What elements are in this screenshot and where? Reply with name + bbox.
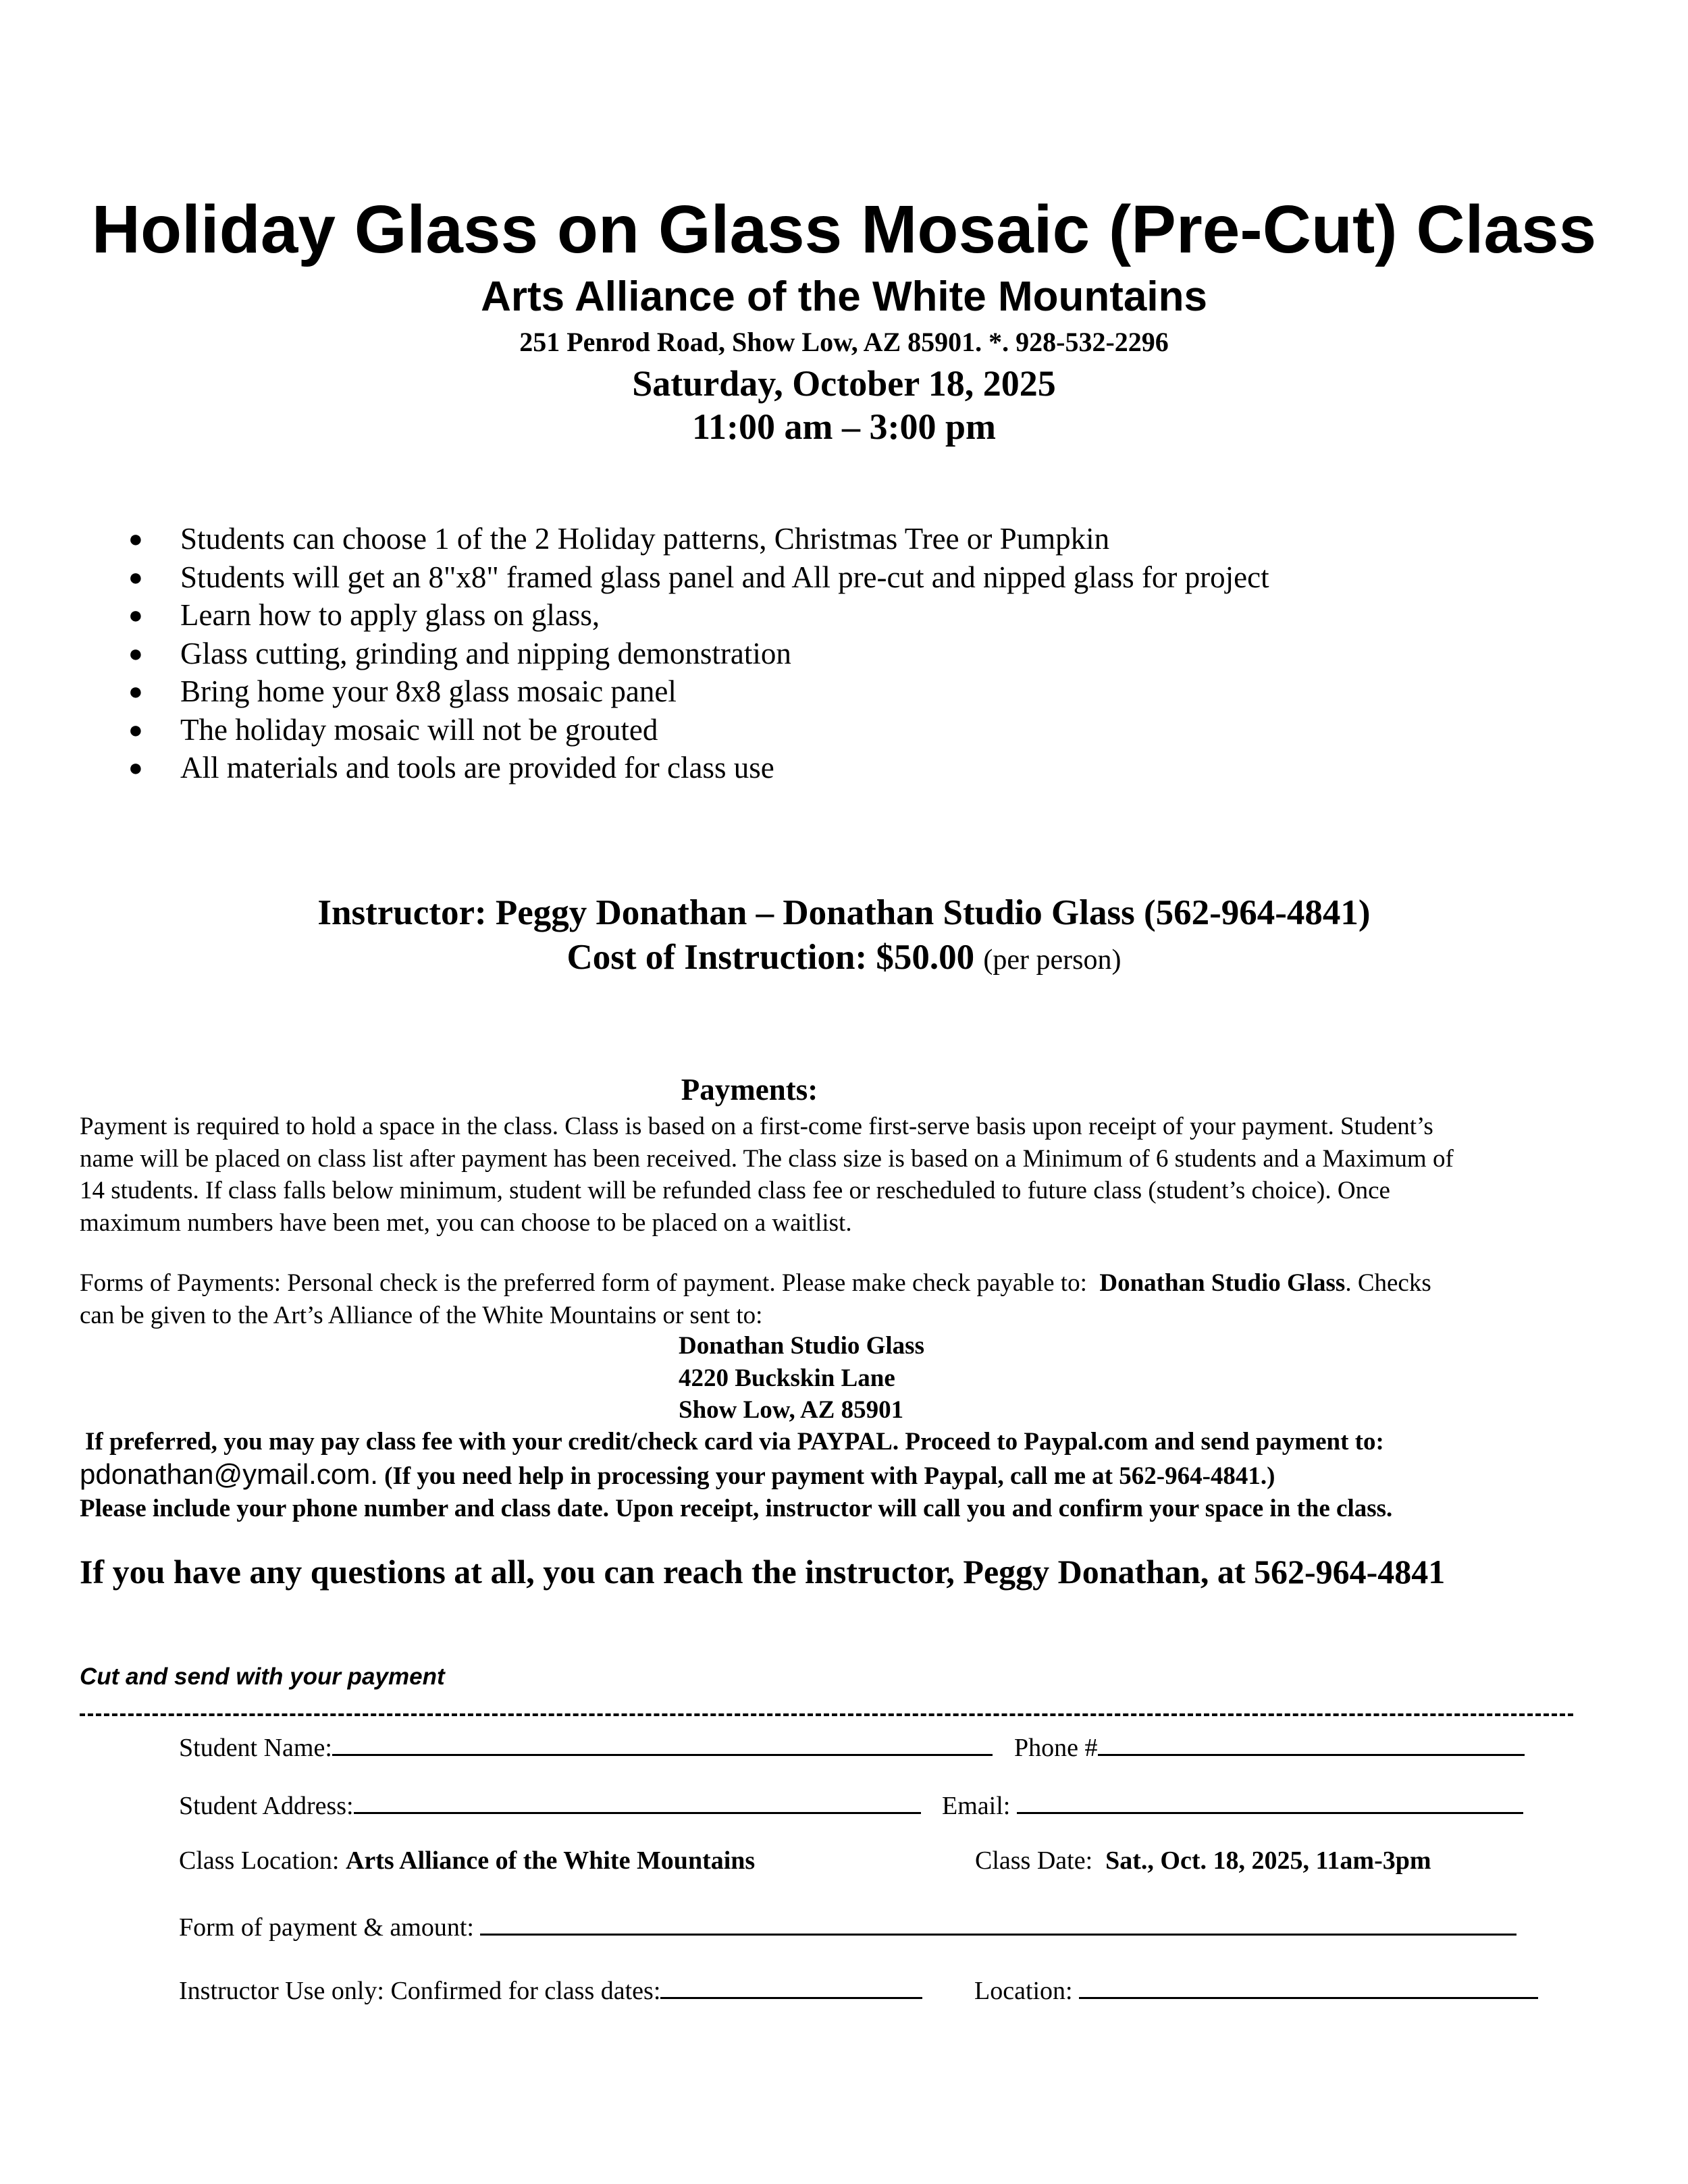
location2-field[interactable] — [1079, 1971, 1538, 1999]
class-date-row — [975, 1844, 1431, 1877]
paragraph-line: pdonathan@ymail.com. (If you need help in processing your payment with Paypal, call me at 562-964-4841.) — [80, 1458, 1275, 1490]
location2-label: Location: — [974, 1977, 1073, 2005]
cut-label: Cut and send with your payment — [80, 1663, 445, 1690]
student-address-row — [179, 1786, 921, 1822]
paragraph-line: name will be placed on class list after payment has been received. The class size is based on a Minimum of 6 students and a Maximum of — [80, 1144, 1454, 1173]
list-item: ● Learn how to apply glass on glass, — [128, 596, 1269, 635]
phone-label: Phone # — [1014, 1734, 1098, 1762]
list-item: ● All materials and tools are provided for class use — [128, 749, 1269, 787]
student-address-label: Student Address: — [179, 1792, 354, 1820]
student-address-field[interactable] — [354, 1786, 921, 1814]
class-location-row — [179, 1844, 755, 1877]
paragraph-line: Forms of Payments: Personal check is the preferred form of payment. Please make check payable to: Donathan Studio Glass. Checks — [80, 1269, 1431, 1297]
payee-name: Donathan Studio Glass — [1099, 1269, 1346, 1297]
student-name-row — [179, 1728, 993, 1764]
email-row — [942, 1786, 1523, 1822]
class-location-value: Arts Alliance of the White Mountains — [345, 1846, 756, 1875]
bullet-icon: ● — [128, 602, 143, 629]
class-date-label: Class Date: — [975, 1846, 1093, 1875]
confirmed-dates-field[interactable] — [660, 1971, 922, 1999]
student-name-label: Student Name: — [179, 1734, 332, 1762]
list-item: ● Bring home your 8x8 glass mosaic panel — [128, 672, 1269, 711]
paypal-instructions — [80, 1426, 1392, 1525]
bullet-icon: ● — [128, 678, 143, 705]
phone-field[interactable] — [1098, 1728, 1525, 1756]
bullet-icon: ● — [128, 563, 143, 591]
list-item: ● The holiday mosaic will not be grouted — [128, 711, 1269, 749]
paragraph-line: Payment is required to hold a space in the class. Class is based on a first-come first-serve basis upon receipt of your payment. Student’s — [80, 1113, 1433, 1140]
event-date: Saturday, October 18, 2025 — [632, 363, 1056, 404]
paragraph-line: can be given to the Art’s Alliance of the White Mountains or sent to: — [80, 1301, 763, 1329]
payment-forms-paragraph — [80, 1267, 1431, 1331]
bullet-icon: ● — [128, 639, 143, 667]
event-time: 11:00 am – 3:00 pm — [692, 406, 996, 447]
phone-row — [1014, 1728, 1525, 1764]
class-location-label: Class Location: — [179, 1846, 340, 1875]
paragraph-line: maximum numbers have been met, you can choose to be placed on a waitlist. — [80, 1208, 852, 1237]
payment-amount-field[interactable] — [480, 1908, 1516, 1936]
class-features-list — [128, 520, 1269, 787]
bullet-icon: ● — [128, 716, 143, 743]
email-label: Email: — [942, 1792, 1011, 1820]
cost-note: (per person) — [983, 944, 1122, 976]
mailing-address — [679, 1330, 924, 1427]
instructor-use-label: Instructor Use only: Confirmed for class dates: — [179, 1977, 661, 2005]
payment-amount-row — [179, 1908, 1516, 1944]
list-item: ● Students can choose 1 of the 2 Holiday patterns, Christmas Tree or Pumpkin — [128, 520, 1269, 558]
paypal-email: pdonathan@ymail.com. — [80, 1458, 378, 1490]
cost-line — [0, 936, 1688, 982]
student-name-field[interactable] — [332, 1728, 993, 1756]
email-field[interactable] — [1017, 1786, 1523, 1814]
mail-name: Donathan Studio Glass — [679, 1332, 924, 1360]
payment-policy-paragraph — [80, 1111, 1454, 1239]
mail-street: 4220 Buckskin Lane — [679, 1364, 895, 1392]
payment-amount-label: Form of payment & amount: — [179, 1913, 474, 1942]
instructor-use-row — [179, 1971, 922, 2007]
mail-city: Show Low, AZ 85901 — [679, 1396, 904, 1424]
cut-line-divider — [80, 1713, 1573, 1716]
bullet-icon: ● — [128, 525, 143, 552]
location2-row — [974, 1971, 1538, 2007]
list-item: ● Students will get an 8"x8" framed glass panel and All pre-cut and nipped glass for project — [128, 558, 1269, 597]
instructor-line: Instructor: Peggy Donathan – Donathan Studio Glass (562-964-4841) — [317, 893, 1371, 932]
list-item: ● Glass cutting, grinding and nipping demonstration — [128, 635, 1269, 673]
page-title: Holiday Glass on Glass Mosaic (Pre-Cut) Class — [91, 192, 1597, 267]
venue-address: 251 Penrod Road, Show Low, AZ 85901. *. 928-532-2296 — [519, 327, 1169, 357]
paragraph-line: If preferred, you may pay class fee with your credit/check card via PAYPAL. Proceed to Paypal.com and send payment to: — [85, 1428, 1384, 1456]
paragraph-line: Please include your phone number and class date. Upon receipt, instructor will call you and confirm your space in the class. — [80, 1495, 1393, 1522]
contact-questions: If you have any questions at all, you can reach the instructor, Peggy Donathan, at 562-964-4841 — [80, 1553, 1446, 1591]
bullet-icon: ● — [128, 754, 143, 781]
class-date-value: Sat., Oct. 18, 2025, 11am-3pm — [1105, 1846, 1431, 1875]
cost-label: Cost of Instruction: $50.00 — [566, 938, 975, 977]
payments-heading: Payments: — [681, 1073, 818, 1107]
organization-name: Arts Alliance of the White Mountains — [481, 273, 1207, 320]
paragraph-line: 14 students. If class falls below minimum, student will be refunded class fee or rescheduled to future class (student’s choice). Once — [80, 1177, 1390, 1204]
